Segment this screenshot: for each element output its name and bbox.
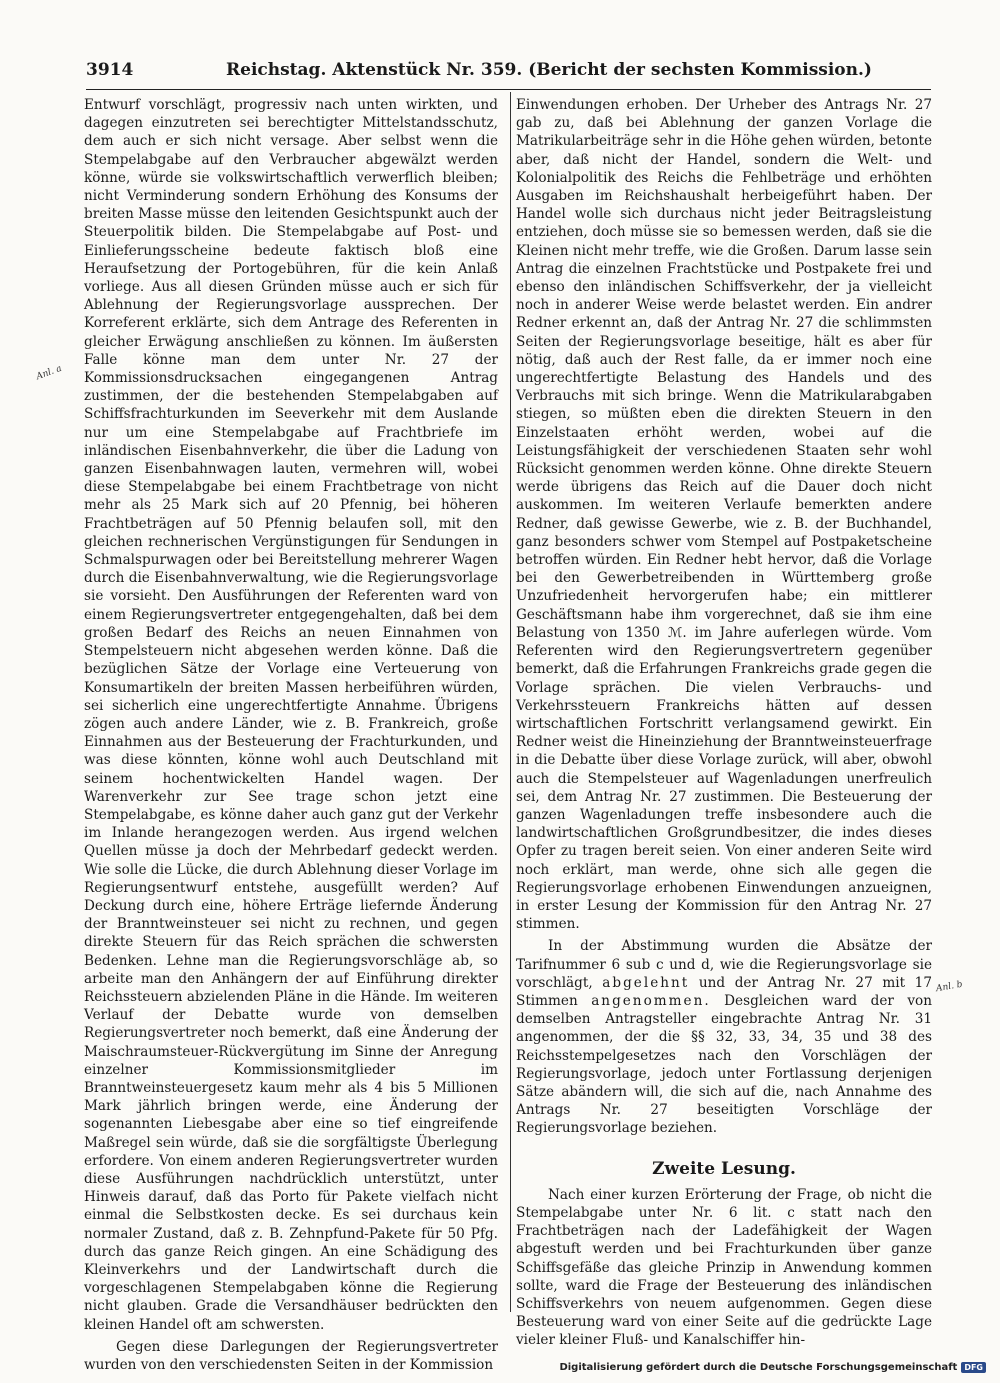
right-paragraph-3: Nach einer kurzen Erörterung der Frage, ob nicht die Stempelabgabe unter Nr. 6 lit. c statt nach den Frachtbeträgen nach der Ladefähigkeit der Wagen abgestuft werden und bei Frachturkunden über ganze Schiffsgefäße das gleiche Prinzip in Anwendung kommen sollte, ward die Frage der Besteuerung des inländischen Schiffsverkehrs von neuem aufgenommen. Gegen diese Besteuerung ward von einer Seite auf die gedrückte Lage vieler kleiner Fluß- und Kanalschiffer hin- xyxy=(516,1186,932,1349)
vote-text-c: und der Antrag Nr. 27 mit 17 Stimmen xyxy=(516,974,932,1009)
vote-rejected: abgelehnt xyxy=(602,974,690,991)
page-header xyxy=(86,60,928,86)
footer xyxy=(559,1362,986,1373)
section-heading: Zweite Lesung. xyxy=(652,1158,796,1179)
header-rule xyxy=(86,89,931,90)
left-paragraph-2: Gegen diese Darlegungen der Regierungsvertreter wurden von den verschiedensten Seiten in der Kommission xyxy=(84,1338,498,1374)
footer-text: Digitalisierung gefördert durch die Deutsche Forschungsgemeinschaft xyxy=(559,1362,958,1373)
vote-text-e: Desgleichen ward der von demselben Antragsteller eingebrachte Antrag Nr. 31 angenommen, der die §§ 32, 33, 34, 35 und 38 des Reichsstempelgesetzes nach den Vorschlägen der Regierungsvorlage, jedoch unter Fortlassung derjenigen Sätze abändern will, die sich auf die, nach Annahme des Antrags Nr. 27 beseitigten Vorschläge der Regierungsvorlage beziehen. xyxy=(516,992,932,1137)
left-column xyxy=(84,96,498,1374)
left-paragraph-1: Entwurf vorschlägt, progressiv nach unten wirkten, und dagegen einzutreten sei berechtigter Mittelstandsschutz, dem auch er sich nicht versage. Aber selbst wenn die Stempelabgabe auf den Verbraucher abgewälzt werden könne, würde sie volkswirtschaftlich verwerflich bleiben; nicht Verminderung sondern Erhöhung des Konsums der breiten Masse müsse den leitenden Gesichtspunkt auch der Steuerpolitik bilden. Die Stempelabgabe auf Post- und Einlieferungsscheine bedeute faktisch bloß eine Heraufsetzung der Portogebühren, für die kein Anlaß vorliege. Aus all diesen Gründen müsse auch er sich für Ablehnung der Regierungsvorlage aussprechen. Der Korreferent erklärte, sich dem Antrage des Referenten in gleicher Erwägung anschließen zu können. Im äußersten Falle könne man dem unter Nr. 27 der Kommissionsdrucksachen eingegangenen Antrag zustimmen, der die bestehenden Stempelabgaben auf Schiffsfrachturkunden im Seeverkehr mit dem Auslande nur um eine Stempelabgabe auf Frachtbriefe im inländischen Eisenbahnverkehr, die über die Ladung von ganzen Eisenbahnwagen lauten, vermehren will, wobei diese Stempelabgabe bei einem Frachtbetrage von nicht mehr als 25 Mark sich auf 20 Pfennig, bei höheren Frachtbeträgen auf 50 Pfennig belaufen soll, mit den gleichen rechnerischen Vergünstigungen für Sendungen in Schmalspurwagen oder bei Bereitstellung mehrerer Wagen durch die Eisenbahnverwaltung, wie die Regierungsvorlage sie vorsieht. Den Ausführungen der Referenten ward von einem Regierungsvertreter entgegengehalten, daß bei dem großen Bedarf des Reichs an neuen Einnahmen von Stempelsteuern nicht abgesehen werden könne. Daß die bezüglichen Sätze der Vorlage eine Verteuerung von Konsumartikeln der breiten Massen herbeiführen würden, sei sicherlich eine ungerechtfertigte Annahme. Übrigens zögen auch andere Länder, wie z. B. Frankreich, große Einnahmen aus der Besteuerung der Frachturkunden, und was diese könnten, könne wohl auch Deutschland mit seinem hochentwickelten Handel wagen. Der Warenverkehr zur See trage schon jetzt eine Stempelabgabe, es könne daher auch ganz gut der Verkehr im Inlande herangezogen werden. Aus irgend welchen Quellen müsse ja doch der Mehrbedarf gedeckt werden. Wie solle die Lücke, die durch Ablehnung dieser Vorlage im Regierungsentwurf entstehe, ausgefüllt werden? Auf Deckung durch eine, höhere Erträge liefernde Änderung der Branntweinsteuer sei nicht zu rechnen, und gegen direkte Steuern für das Reich sprächen die schwersten Bedenken. Lehne man die Regierungsvorschläge ab, so arbeite man den Anhängern der auf Einführung direkter Reichssteuern abzielenden Pläne in die Hände. Im weiteren Verlauf der Debatte wurde von demselben Regierungsvertreter noch bemerkt, daß eine Änderung der Maischraumsteuer-Rückvergütung im Sinne der Anregung einzelner Kommissionsmitglieder im Branntweinsteuergesetz kaum mehr als 4 bis 5 Millionen Mark jährlich bringen werde, eine Änderung der sogenannten Liebesgabe aber eine so tief eingreifende Maßregel sein würde, daß sie die sorgfältigste Überlegung erfordere. Von einem anderen Regierungsvertreter wurden diese Ausführungen nachdrücklich unterstützt, unter Hinweis darauf, daß das Porto für Pakete vielfach nicht einmal die Selbstkosten decke. Es sei durchaus kein normaler Zustand, daß z. B. Zehnpfund-Pakete für 50 Pfg. durch das ganze Reich gingen. An eine Schädigung des Kleinverkehrs und der Landwirtschaft durch die vorgeschlagenen Stempelabgaben könne die Regierung nicht glauben. Grade die Versandhäuser bedrückten den kleinen Handel oft am schwersten. xyxy=(84,97,498,1333)
right-column xyxy=(516,96,932,1350)
running-title: Reichstag. Aktenstück Nr. 359. (Bericht der sechsten Kommission.) xyxy=(226,60,872,80)
right-paragraph-2 xyxy=(516,937,932,1137)
dfg-logo-icon: DFG xyxy=(961,1362,986,1373)
right-paragraph-1: Einwendungen erhoben. Der Urheber des Antrags Nr. 27 gab zu, daß bei Ablehnung der ganzen Vorlage die Matrikularbeiträge sehr in die Höhe gehen würden, betonte aber, daß nicht der Handel, sondern die Welt- und Kolonialpolitik des Reichs die Fehlbeträge und erhöhten Ausgaben im Reichshaushalt herbeigeführt haben. Der Handel wolle sich durchaus nicht jeder Beitragsleistung entziehen, doch müsse sie so bemessen werden, daß sie die Kleinen nicht mehr treffe, wie die Großen. Darum lasse sein Antrag die einzelnen Frachtstücke und Postpakete frei und ebenso den inländischen Schiffsverkehr, der ja vielleicht noch in anderer Weise werde belastet werden. Ein andrer Redner erkennt an, daß der Antrag Nr. 27 die schlimmsten Seiten der Regierungsvorlage beseitige, hält es aber für nötig, daß auch der Rest falle, da er immer noch eine ungerechtfertigte Belastung des Handels und des Verbrauchs mit sich bringe. Wenn die Matrikularabgaben stiegen, so müßten eben die direkten Steuern in den Einzelstaaten erhöht werden, wobei auf die Leistungsfähigkeit der verschiedenen Staaten sehr wohl Rücksicht genommen werden könne. Ohne direkte Steuern werde übrigens das Reich auf die Dauer doch nicht auskommen. Im weiteren Verlaufe bemerkten andere Redner, daß gewisse Gewerbe, wie z. B. der Buchhandel, ganz besonders schwer vom Stempel auf Postpaketscheine betroffen würden. Ein Redner hebt hervor, daß die Vorlage bei den Gewerbetreibenden in Württemberg große Unzufriedenheit hervorgerufen habe; ein mittlerer Geschäftsmann habe ihm vorgerechnet, daß sie ihm eine Belastung von 1350 ℳ. im Jahre auferlegen würde. Vom Referenten wird den Regierungsvertretern gegenüber bemerkt, daß die Erfahrungen Frankreichs grade gegen die Vorlage sprächen. Die vielen Verbrauchs- und Verkehrssteuern Frankreichs hätten auf dessen wirtschaftlichen Fortschritt verlangsamend gewirkt. Ein Redner weist die Hineinziehung der Branntweinsteuerfrage in die Debatte über diese Vorlage zurück, will aber, obwohl auch die Stempelsteuer auf Wagenladungen unerfreulich sei, dem Antrag Nr. 27 zustimmen. Die Besteuerung der ganzen Wagenladungen treffe insbesondere auch die landwirtschaftlichen Großgrundbesitzer, die indes dieses Opfer zu tragen bereit seien. Von einer anderen Seite wird noch erklärt, man werde, ohne sich alle gegen die Regierungsvorlage erhobenen Einwendungen anzueignen, in erster Lesung der Kommission für den Antrag Nr. 27 stimmen. xyxy=(516,97,932,933)
column-divider xyxy=(510,92,511,1312)
margin-note-right: Anl. b xyxy=(935,979,964,995)
margin-note-left: Anl. a xyxy=(35,363,64,383)
vote-accepted: angenommen. xyxy=(591,992,711,1009)
vote-text-a: In der Abstimmung wurden die Absätze der Tarifnummer 6 sub c und d, wie die Regierungsvorlage sie vorschlägt, xyxy=(516,938,932,991)
page-number: 3914 xyxy=(86,60,134,80)
